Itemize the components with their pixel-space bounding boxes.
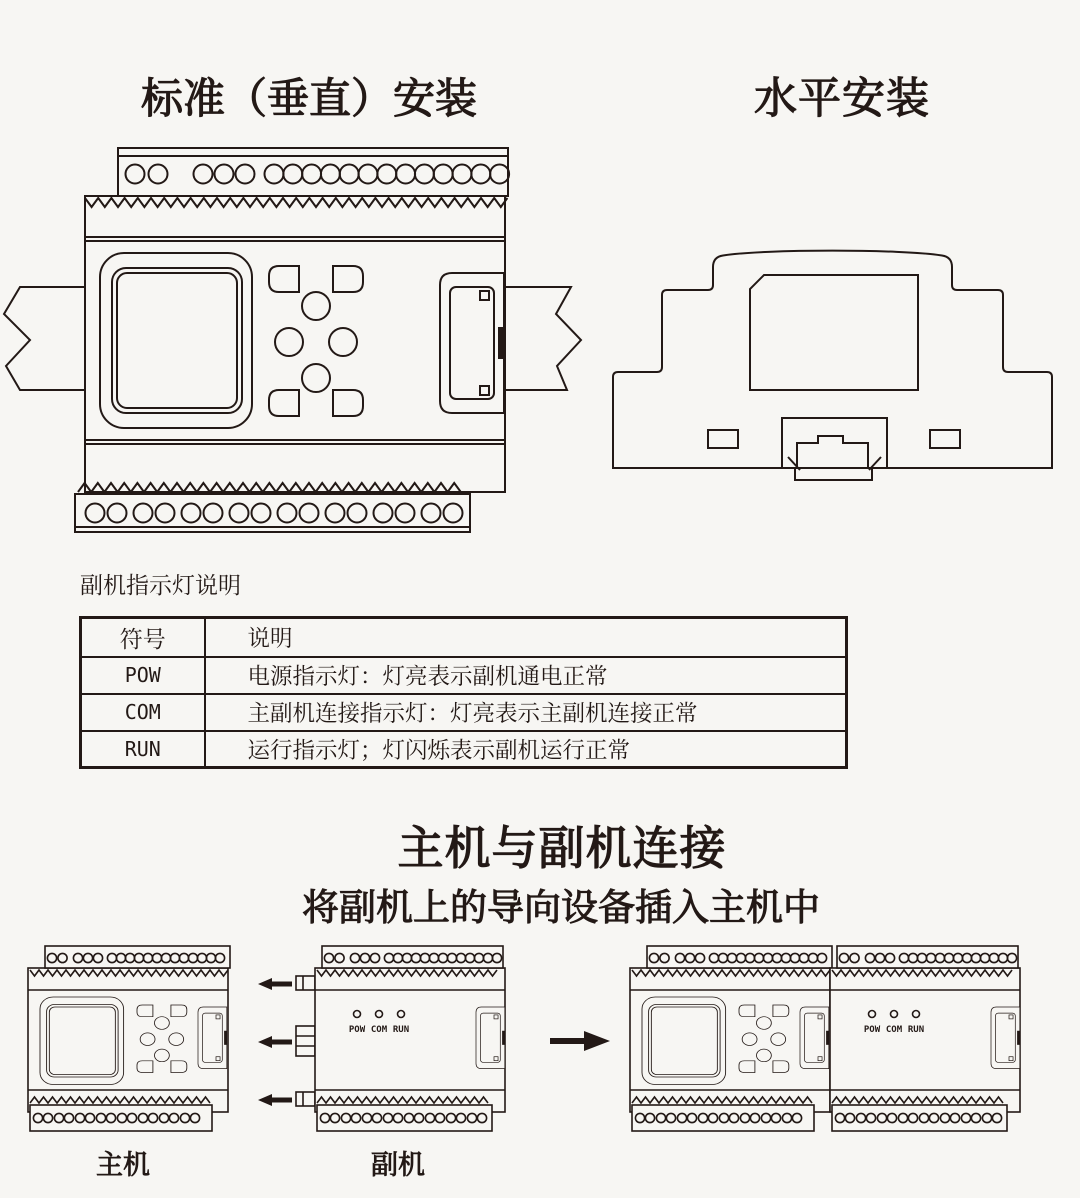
horizontal-install-diagram <box>600 222 1070 486</box>
terminal-block-top <box>118 148 509 196</box>
indicator-symbol: COM <box>81 694 205 731</box>
led-label-pow: POW <box>863 1025 881 1035</box>
arrow-left-icon <box>258 978 292 990</box>
arrow-left-icon <box>258 1036 292 1048</box>
table-row <box>81 657 847 694</box>
table-header-row <box>81 618 847 657</box>
vertical-install-diagram <box>0 140 585 552</box>
indicator-description: 主副机连接指示灯：灯亮表示主副机连接正常 <box>205 694 847 731</box>
insert-arrow-icon <box>550 1028 612 1054</box>
table-header-description: 说明 <box>205 618 847 657</box>
connection-subtitle: 将副机上的导向设备插入主机中 <box>302 887 820 928</box>
screen-edge <box>750 275 918 390</box>
arrow-left-icon <box>258 1094 292 1106</box>
horizontal-install-title: 水平安装 <box>754 76 930 123</box>
table-row <box>81 694 847 731</box>
indicator-symbol: RUN <box>81 731 205 768</box>
din-rail-left <box>4 287 85 390</box>
master-device <box>28 946 230 1131</box>
indicator-table <box>79 616 848 769</box>
din-rail-right <box>505 287 581 390</box>
led-label-com: COM <box>370 1025 388 1035</box>
indicator-description: 运行指示灯；灯闪烁表示副机运行正常 <box>205 731 847 768</box>
led-label-pow: POW <box>348 1025 366 1035</box>
slave-device-diagram <box>252 933 514 1150</box>
terminal-block-top <box>45 946 230 968</box>
din-rail-clip <box>782 418 887 480</box>
vertical-install-title: 标准（垂直）安装 <box>141 77 478 123</box>
indicator-table-title: 副机指示灯说明 <box>80 572 241 598</box>
master-label: 主机 <box>96 1150 150 1180</box>
terminal-block-bottom <box>317 1105 492 1131</box>
expansion-port <box>198 1007 227 1069</box>
indicator-description: 电源指示灯：灯亮表示副机通电正常 <box>205 657 847 694</box>
indicator-symbol: POW <box>81 657 205 694</box>
terminal-block-top <box>322 946 503 968</box>
led-label-run: RUN <box>907 1025 925 1035</box>
guide-connector-tabs <box>296 976 315 1106</box>
slave-device <box>830 946 1020 1131</box>
table-header-symbol: 符号 <box>81 618 205 657</box>
slave-label: 副机 <box>371 1150 425 1180</box>
led-label-com: COM <box>885 1025 903 1035</box>
master-device-diagram <box>18 938 248 1150</box>
led-label-run: RUN <box>392 1025 410 1035</box>
slave-device <box>315 946 505 1131</box>
table-row <box>81 731 847 768</box>
master-device <box>630 946 832 1131</box>
connected-devices-diagram <box>628 938 1028 1138</box>
connection-heading: 主机与副机连接 <box>397 822 727 874</box>
terminal-block-bottom <box>75 494 470 532</box>
insert-direction-arrows <box>258 978 292 1106</box>
expansion-port <box>476 1007 505 1069</box>
terminal-block-bottom <box>30 1105 212 1131</box>
expansion-port <box>440 273 504 413</box>
